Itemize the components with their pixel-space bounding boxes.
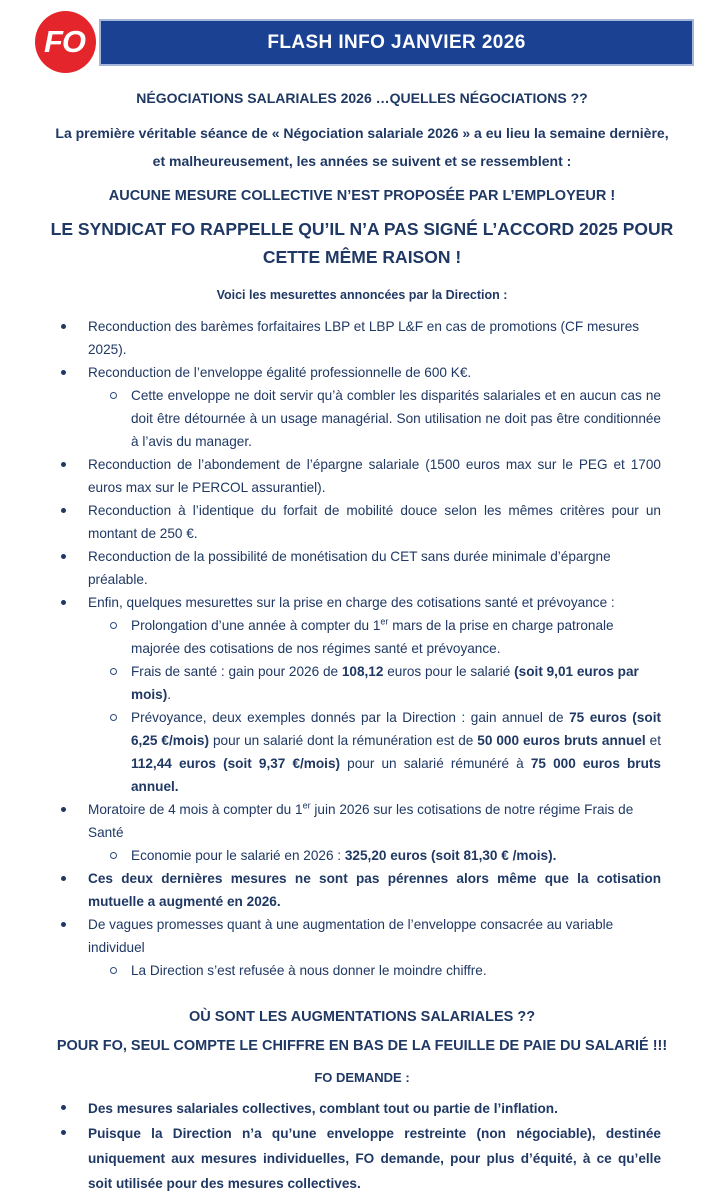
bullet-dot-icon bbox=[61, 508, 66, 513]
page-title: NÉGOCIATIONS SALARIALES 2026 …QUELLES NÉGOCIATIONS ?? bbox=[136, 90, 588, 106]
text-run: Moratoire de 4 mois à compter du 1 bbox=[88, 802, 303, 817]
text-run: 325,20 euros (soit 81,30 € /mois). bbox=[344, 848, 557, 863]
list-item bbox=[0, 384, 724, 453]
list-item bbox=[0, 453, 724, 499]
text-run: Puisque la Direction n’a qu’une enveloppe restreinte (non négociable), destinée uniquement aux mesures individuelles, FO demande, pour plus d’équité, à ce qu’elle soit utilisée pour des mesures collectives. bbox=[88, 1126, 661, 1191]
text-run: euros pour le salarié bbox=[383, 664, 515, 679]
list-item bbox=[0, 1121, 724, 1196]
measures-list bbox=[0, 315, 724, 982]
text-run: er bbox=[302, 800, 311, 811]
text-run: Reconduction de l’abondement de l’épargne salariale (1500 euros max sur le PEG et 1700 euros max sur le PERCOL assurantiel). bbox=[88, 457, 661, 495]
text-run: 108,12 bbox=[341, 664, 384, 679]
bullet-dot-icon bbox=[61, 876, 66, 881]
bullet-circle-icon bbox=[110, 392, 117, 399]
measures-heading: Voici les mesurettes annoncées par la Direction : bbox=[216, 288, 508, 302]
text-run: 112,44 euros (soit 9,37 €/mois) bbox=[131, 756, 341, 771]
text-run: pour un salarié dont la rémunération est de bbox=[209, 733, 478, 748]
text-run: Prolongation d’une année à compter du 1 bbox=[131, 618, 381, 633]
list-item bbox=[0, 315, 724, 361]
bullet-dot-icon bbox=[61, 922, 66, 927]
bullet-dot-icon bbox=[61, 554, 66, 559]
text-run: Reconduction de l’enveloppe égalité professionnelle de 600 K€. bbox=[88, 365, 472, 380]
text-run: mars de la prise en charge patronale majorée des cotisations de nos régimes santé et prévoyance. bbox=[131, 618, 614, 656]
lead-paragraph: La première véritable séance de « Négociation salariale 2026 » a eu lieu la semaine dernière, et malheureusement, les années se suivent et se ressemblent : bbox=[55, 125, 669, 169]
bullet-circle-icon bbox=[110, 714, 117, 721]
list-item bbox=[0, 614, 724, 660]
document-body bbox=[0, 90, 724, 1196]
text-run: Ces deux dernières mesures ne sont pas pérennes alors même que la cotisation mutuelle a augmenté en 2026. bbox=[88, 871, 661, 909]
text-run: 75 euros (soit 6,25 €/mois) bbox=[131, 710, 661, 748]
list-item bbox=[0, 706, 724, 798]
text-run: et bbox=[645, 733, 661, 748]
list-item bbox=[0, 1096, 724, 1121]
list-item bbox=[0, 361, 724, 384]
text-run: Des mesures salariales collectives, comblant tout ou partie de l’inflation. bbox=[88, 1101, 558, 1116]
header bbox=[0, 0, 724, 68]
list-item bbox=[0, 959, 724, 982]
bullet-circle-icon bbox=[110, 967, 117, 974]
bullet-dot-icon bbox=[61, 462, 66, 467]
text-run: Frais de santé : gain pour 2026 de bbox=[131, 664, 342, 679]
fo-logo-text: FO bbox=[43, 24, 86, 59]
bullet-dot-icon bbox=[61, 600, 66, 605]
bullet-circle-icon bbox=[110, 852, 117, 859]
fo-demands-heading: FO DEMANDE : bbox=[314, 1070, 410, 1085]
text-run: 50 000 euros bruts annuel bbox=[477, 733, 646, 748]
fo-reminder-heading: LE SYNDICAT FO RAPPELLE QU’IL N’A PAS SIGNÉ L’ACCORD 2025 POUR CETTE MÊME RAISON ! bbox=[50, 219, 674, 267]
bullet-dot-icon bbox=[61, 1105, 66, 1110]
list-item bbox=[0, 499, 724, 545]
text-run: Reconduction des barèmes forfaitaires LBP et LBP L&F en cas de promotions (CF mesures 2025). bbox=[88, 319, 640, 357]
bullet-dot-icon bbox=[61, 1130, 66, 1135]
list-item bbox=[0, 844, 724, 867]
text-run: De vagues promesses quant à une augmentation de l’enveloppe consacrée au variable individuel bbox=[88, 917, 614, 955]
bullet-dot-icon bbox=[61, 324, 66, 329]
text-run: pour un salarié rémunéré à bbox=[340, 756, 531, 771]
bullet-dot-icon bbox=[61, 807, 66, 812]
text-run: 75 000 euros bruts annuel. bbox=[131, 756, 661, 794]
list-item bbox=[0, 867, 724, 913]
bullet-dot-icon bbox=[61, 370, 66, 375]
bullet-circle-icon bbox=[110, 622, 117, 629]
list-item bbox=[0, 545, 724, 591]
list-item bbox=[0, 591, 724, 614]
text-run: Prévoyance, deux exemples donnés par la Direction : gain annuel de bbox=[131, 710, 570, 725]
fo-logo-icon bbox=[35, 11, 96, 73]
where-raises-heading: OÙ SONT LES AUGMENTATIONS SALARIALES ?? bbox=[188, 1009, 536, 1025]
text-run: er bbox=[380, 616, 389, 627]
text-run: Reconduction à l’identique du forfait de mobilité douce selon les mêmes critères pour un montant de 250 €. bbox=[88, 503, 661, 541]
demands-list bbox=[0, 1096, 724, 1196]
text-run: juin 2026 sur les cotisations de notre régime Frais de Santé bbox=[88, 802, 634, 840]
list-item bbox=[0, 798, 724, 844]
text-run: Enfin, quelques mesurettes sur la prise en charge des cotisations santé et prévoyance : bbox=[88, 595, 615, 610]
text-run: . bbox=[167, 687, 172, 702]
text-run: Reconduction de la possibilité de monétisation du CET sans durée minimale d’épargne préalable. bbox=[88, 549, 611, 587]
list-item bbox=[0, 913, 724, 959]
text-run: Cette enveloppe ne doit servir qu’à combler les disparités salariales et en aucun cas ne doit être détournée à un usage managérial. Son utilisation ne doit pas être conditionnée à l’avis du manager. bbox=[131, 388, 661, 449]
text-run: La Direction s’est refusée à nous donner le moindre chiffre. bbox=[131, 963, 487, 978]
text-run: (soit 9,01 euros par mois) bbox=[131, 664, 639, 702]
title-banner bbox=[99, 19, 694, 66]
text-run: Economie pour le salarié en 2026 : bbox=[131, 848, 345, 863]
banner-title: FLASH INFO JANVIER 2026 bbox=[267, 31, 526, 53]
bullet-circle-icon bbox=[110, 668, 117, 675]
payslip-heading: POUR FO, SEUL COMPTE LE CHIFFRE EN BAS DE LA FEUILLE DE PAIE DU SALARIÉ !!! bbox=[56, 1038, 668, 1054]
no-measure-heading: AUCUNE MESURE COLLECTIVE N’EST PROPOSÉE PAR L’EMPLOYEUR ! bbox=[108, 188, 616, 204]
list-item bbox=[0, 660, 724, 706]
